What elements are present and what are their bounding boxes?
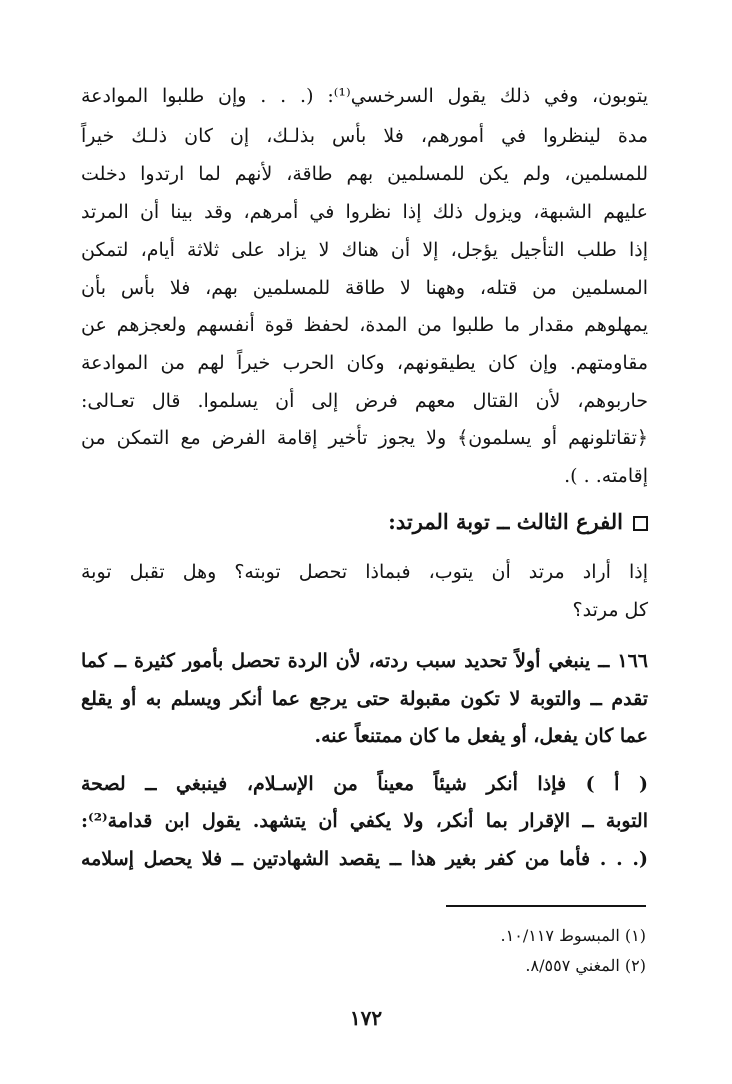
- body-line: حاربوهم، لأن القتال معهم فرض إلى أن يسلموا. قال تعـالى:: [81, 390, 648, 412]
- body-line: إذا أراد مرتد أن يتوب، فبماذا تحصل توبته؟ وهل تقبل توبة: [81, 561, 648, 583]
- body-line: ﴿تقاتلونهم أو يسلمون﴾ ولا يجوز تأخير إقامة الفرض مع التمكن من: [81, 427, 648, 449]
- section-heading-text: الفرع الثالث ــ توبة المرتد:: [388, 509, 623, 534]
- body-line: المسلمين من قتله، وههنا لا طاقة للمسلمين بهم، فلا بأس بأن: [81, 277, 649, 299]
- numbered-paragraph-line: ١٦٦ ــ ينبغي أولاً تحديد سبب ردته، لأن الردة تحصل بأمور كثيرة ــ كما: [81, 650, 648, 672]
- body-line: إقامته. . ).: [564, 465, 648, 487]
- footnote: (١) المبسوط ١٠/١١٧.: [500, 926, 646, 945]
- body-line: ( أ ) فإذا أنكر شيئاً معيناً من الإسـلام، فينبغي ــ لصحة: [81, 773, 648, 795]
- body-line: عليهم الشبهة، ويزول ذلك إذا نظروا في أمرهم، وقد بينا أن المرتد: [81, 201, 648, 223]
- body-line: للمسلمين، ولم يكن للمسلمين بهم طاقة، لأنهم لما ارتدوا دخلت: [81, 163, 648, 185]
- body-line: (. . . فأما من كفر بغير هذا ــ يقصد الشهادتين ــ فلا يحصل إسلامه: [81, 848, 648, 870]
- section-heading: [81, 502, 648, 542]
- square-bullet-icon: [633, 516, 648, 531]
- footnote: (٢) المغني ٨/٥٥٧.: [525, 956, 646, 975]
- body-line: مقاومتهم. وإن كان يطيقونهم، وكان الحرب خيراً لهم من الموادعة: [81, 352, 648, 374]
- body-line: يمهلوهم مقدار ما طلبوا من المدة، لحفظ قوة أنفسهم ولعجزهم عن: [81, 314, 648, 336]
- body-line: مدة لينظروا في أمورهم، فلا بأس بذلـك، إن كان ذلـك خيراً: [81, 125, 648, 147]
- body-line: يتوبون، وفي ذلك يقول السرخسي⁽¹⁾: (. . . وإن طلبوا الموادعة: [81, 85, 648, 107]
- body-line: إذا طلب التأجيل يؤجل، إلا أن هناك لا يزاد على ثلاثة أيام، لتمكن: [81, 239, 648, 261]
- numbered-paragraph-line: تقدم ــ والتوبة لا تكون مقبولة حتى يرجع عما أنكر ويسلم به أو يقلع: [81, 688, 648, 710]
- footnote-divider: [446, 905, 646, 907]
- numbered-paragraph-line: عما كان يفعل، أو يفعل ما كان ممتنعاً عنه.: [314, 725, 648, 747]
- body-line: التوبة ــ الإقرار بما أنكر، ولا يكفي أن يتشهد. يقول ابن قدامة⁽²⁾:: [81, 810, 648, 832]
- body-line: كل مرتد؟: [572, 599, 648, 621]
- page-number: ١٧٢: [349, 1006, 383, 1030]
